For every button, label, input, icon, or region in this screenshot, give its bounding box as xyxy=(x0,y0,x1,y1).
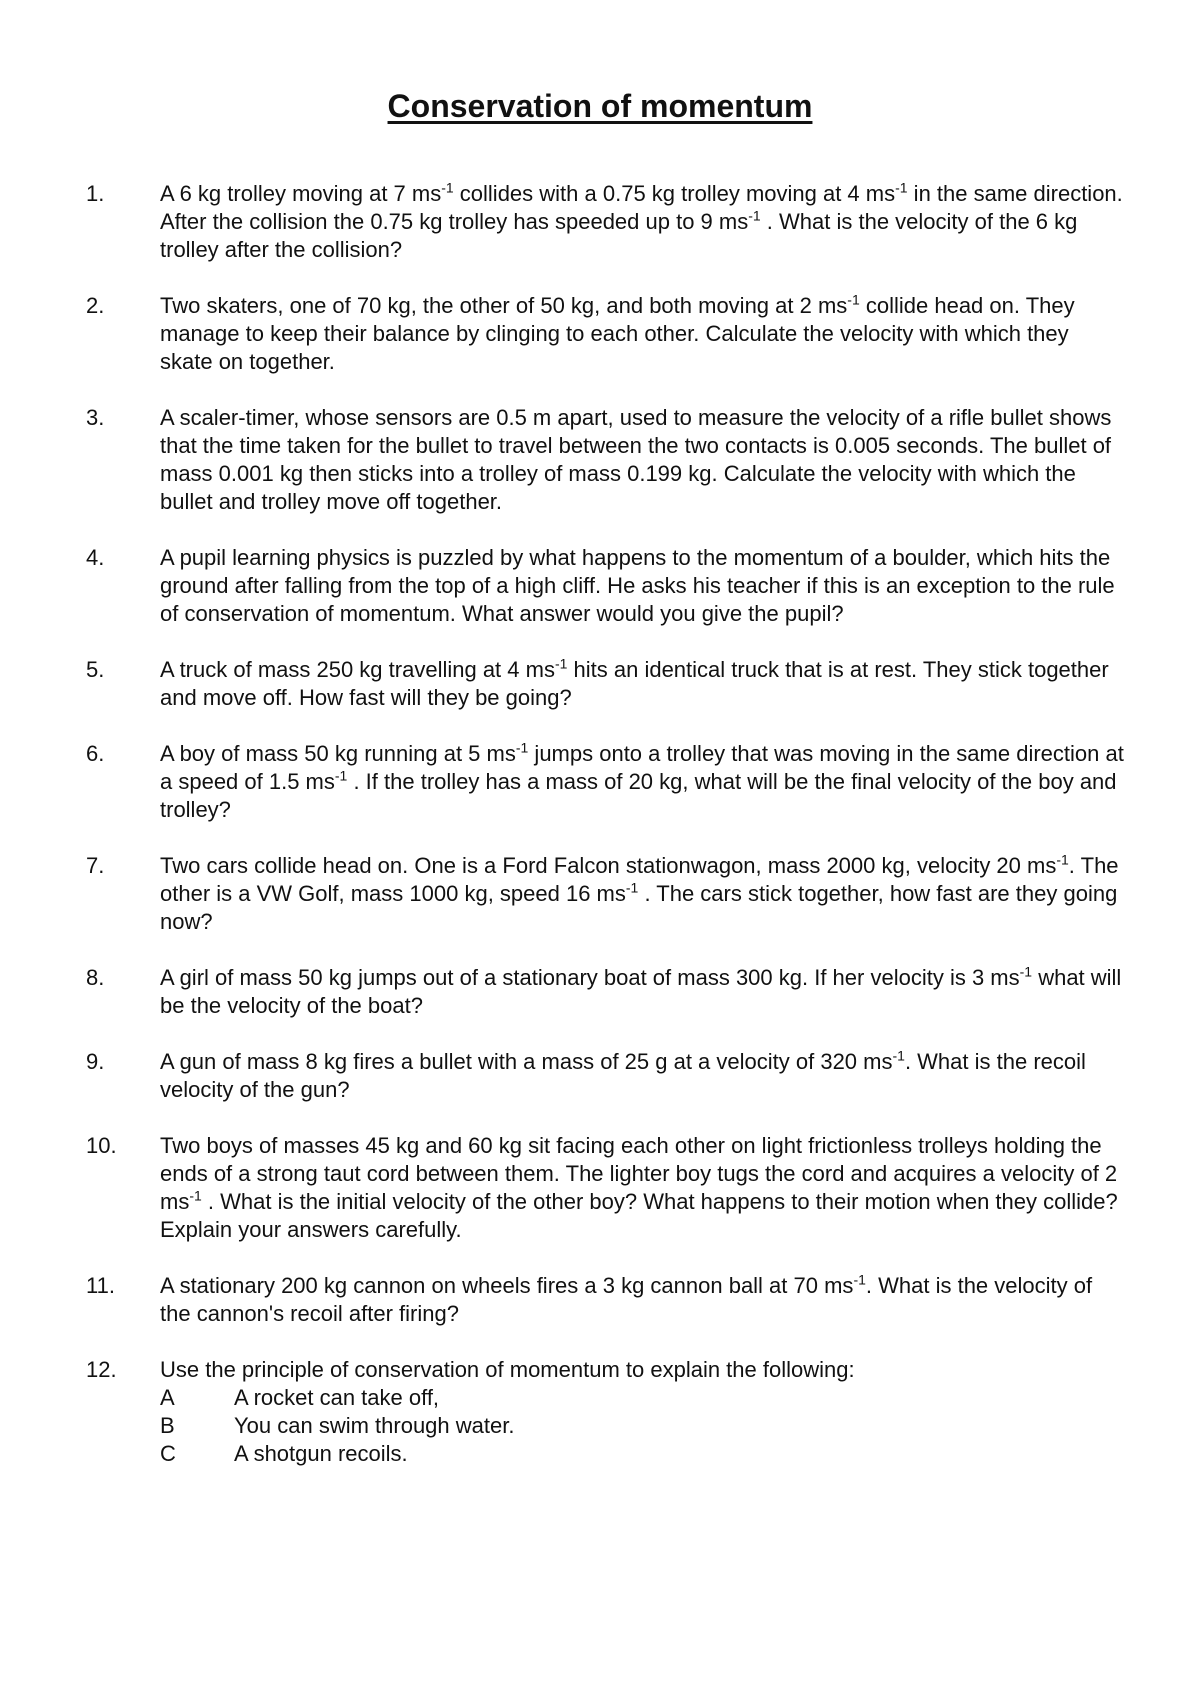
question-item xyxy=(86,404,1126,516)
question-text-part: A pupil learning physics is puzzled by what happens to the momentum of a boulder, which hits the ground after falling from the top of a high cliff. He asks his teacher if this is an exception to the rule of conservation of momentum. What answer would you give the pupil? xyxy=(160,545,1115,626)
question-text-part: . The cars stick together, how fast are they going now? xyxy=(160,881,1118,934)
question-number: 5. xyxy=(86,657,105,682)
question-text xyxy=(160,852,1126,936)
question-number: 11. xyxy=(86,1273,115,1298)
question-text xyxy=(160,180,1126,264)
question-text-part: A gun of mass 8 kg fires a bullet with a mass of 25 g at a velocity of 320 ms xyxy=(160,1049,893,1074)
unit-exponent: -1 xyxy=(748,207,761,224)
question-text xyxy=(160,292,1126,376)
sub-question-item xyxy=(160,1440,1126,1468)
question-text-part: A scaler-timer, whose sensors are 0.5 m apart, used to measure the velocity of a rifle bullet shows that the time taken for the bullet to travel between the two contacts is 0.005 seconds. The bullet of mass 0.001 kg then sticks into a trolley of mass 0.199 kg. Calculate the velocity with which the bullet and trolley move off together. xyxy=(160,405,1112,514)
question-text-part: hits an identical truck that is at rest. They stick together and move off. How fast will they be going? xyxy=(160,657,1109,710)
page-title: Conservation of momentum xyxy=(387,88,813,124)
question-number: 12. xyxy=(86,1357,117,1382)
sub-question-letter: B xyxy=(160,1413,175,1438)
question-text-part: collide head on. They manage to keep their balance by clinging to each other. Calculate the velocity with which they skate on together. xyxy=(160,293,1075,374)
question-text-part: Use the principle of conservation of momentum to explain the following: xyxy=(160,1357,855,1382)
unit-exponent: -1 xyxy=(895,179,908,196)
unit-exponent: -1 xyxy=(892,1047,905,1064)
question-item xyxy=(86,852,1126,936)
sub-question-letter: A xyxy=(160,1385,175,1410)
question-number: 3. xyxy=(86,405,105,430)
question-text-part: . If the trolley has a mass of 20 kg, what will be the final velocity of the boy and trolley? xyxy=(160,769,1117,822)
question-item xyxy=(86,656,1126,712)
unit-exponent: -1 xyxy=(853,1271,866,1288)
question-text-part: Two cars collide head on. One is a Ford Falcon stationwagon, mass 2000 kg, velocity 20 ms xyxy=(160,853,1057,878)
unit-exponent: -1 xyxy=(847,291,860,308)
question-text-part: Two skaters, one of 70 kg, the other of 50 kg, and both moving at 2 ms xyxy=(160,293,848,318)
unit-exponent: -1 xyxy=(554,655,568,672)
question-item xyxy=(86,544,1126,628)
question-text-part: A truck of mass 250 kg travelling at 4 ms xyxy=(160,657,555,682)
unit-exponent: -1 xyxy=(1056,851,1069,868)
sub-question-text: A shotgun recoils. xyxy=(234,1441,408,1466)
question-number: 8. xyxy=(86,965,105,990)
question-item xyxy=(86,1356,1126,1468)
question-list xyxy=(86,180,1126,1496)
question-text-part: in the same direction. After the collision the 0.75 kg trolley has speeded up to 9 ms xyxy=(160,181,1123,234)
question-text-part: . What is the recoil velocity of the gun? xyxy=(160,1049,1086,1102)
sub-question-text: You can swim through water. xyxy=(234,1413,515,1438)
question-item xyxy=(86,1048,1126,1104)
question-text xyxy=(160,964,1126,1020)
question-item xyxy=(86,292,1126,376)
question-text-part: A stationary 200 kg cannon on wheels fires a 3 kg cannon ball at 70 ms xyxy=(160,1273,854,1298)
question-text-part: A girl of mass 50 kg jumps out of a stationary boat of mass 300 kg. If her velocity is 3 ms xyxy=(160,965,1020,990)
question-item xyxy=(86,964,1126,1020)
question-text-part: . The other is a VW Golf, mass 1000 kg, speed 16 ms xyxy=(160,853,1119,906)
unit-exponent: -1 xyxy=(189,1187,202,1204)
unit-exponent: -1 xyxy=(334,767,348,784)
question-text xyxy=(160,1048,1126,1104)
question-text xyxy=(160,1132,1126,1244)
question-item xyxy=(86,1272,1126,1328)
question-number: 7. xyxy=(86,853,105,878)
question-text-part: collides with a 0.75 kg trolley moving at 4 ms xyxy=(453,181,896,206)
unit-exponent: -1 xyxy=(515,739,529,756)
question-text-part: . What is the velocity of the 6 kg trolley after the collision? xyxy=(160,209,1078,262)
question-text xyxy=(160,404,1126,516)
sub-question-item xyxy=(160,1384,1126,1412)
question-text-part: . What is the velocity of the cannon's recoil after firing? xyxy=(160,1273,1093,1326)
question-item xyxy=(86,1132,1126,1244)
question-number: 6. xyxy=(86,741,105,766)
question-number: 4. xyxy=(86,545,105,570)
unit-exponent: -1 xyxy=(1019,963,1033,980)
unit-exponent: -1 xyxy=(625,879,639,896)
sub-question-text: A rocket can take off, xyxy=(234,1385,440,1410)
question-number: 9. xyxy=(86,1049,105,1074)
question-text xyxy=(160,1272,1126,1328)
question-item xyxy=(86,180,1126,264)
question-text-part: what will be the velocity of the boat? xyxy=(160,965,1122,1018)
question-text xyxy=(160,1356,1126,1468)
question-text-part: . What is the initial velocity of the other boy? What happens to their motion when they collide? Explain your answers carefully. xyxy=(160,1189,1118,1242)
question-text-part: Two boys of masses 45 kg and 60 kg sit facing each other on light frictionless trolleys holding the ends of a strong taut cord between them. The lighter boy tugs the cord and acquires a velocity of 2 ms xyxy=(160,1133,1118,1214)
question-text xyxy=(160,544,1126,628)
question-number: 10. xyxy=(86,1133,117,1158)
sub-question-item xyxy=(160,1412,1126,1440)
question-text xyxy=(160,656,1126,712)
question-item xyxy=(86,740,1126,824)
unit-exponent: -1 xyxy=(441,179,454,196)
sub-question-letter: C xyxy=(160,1441,176,1466)
question-text-part: A boy of mass 50 kg running at 5 ms xyxy=(160,741,516,766)
question-number: 1. xyxy=(86,181,105,206)
question-text xyxy=(160,740,1126,824)
question-text-part: A 6 kg trolley moving at 7 ms xyxy=(160,181,442,206)
question-text-part: jumps onto a trolley that was moving in the same direction at a speed of 1.5 ms xyxy=(160,741,1124,794)
sub-question-list xyxy=(160,1384,1126,1468)
question-number: 2. xyxy=(86,293,105,318)
